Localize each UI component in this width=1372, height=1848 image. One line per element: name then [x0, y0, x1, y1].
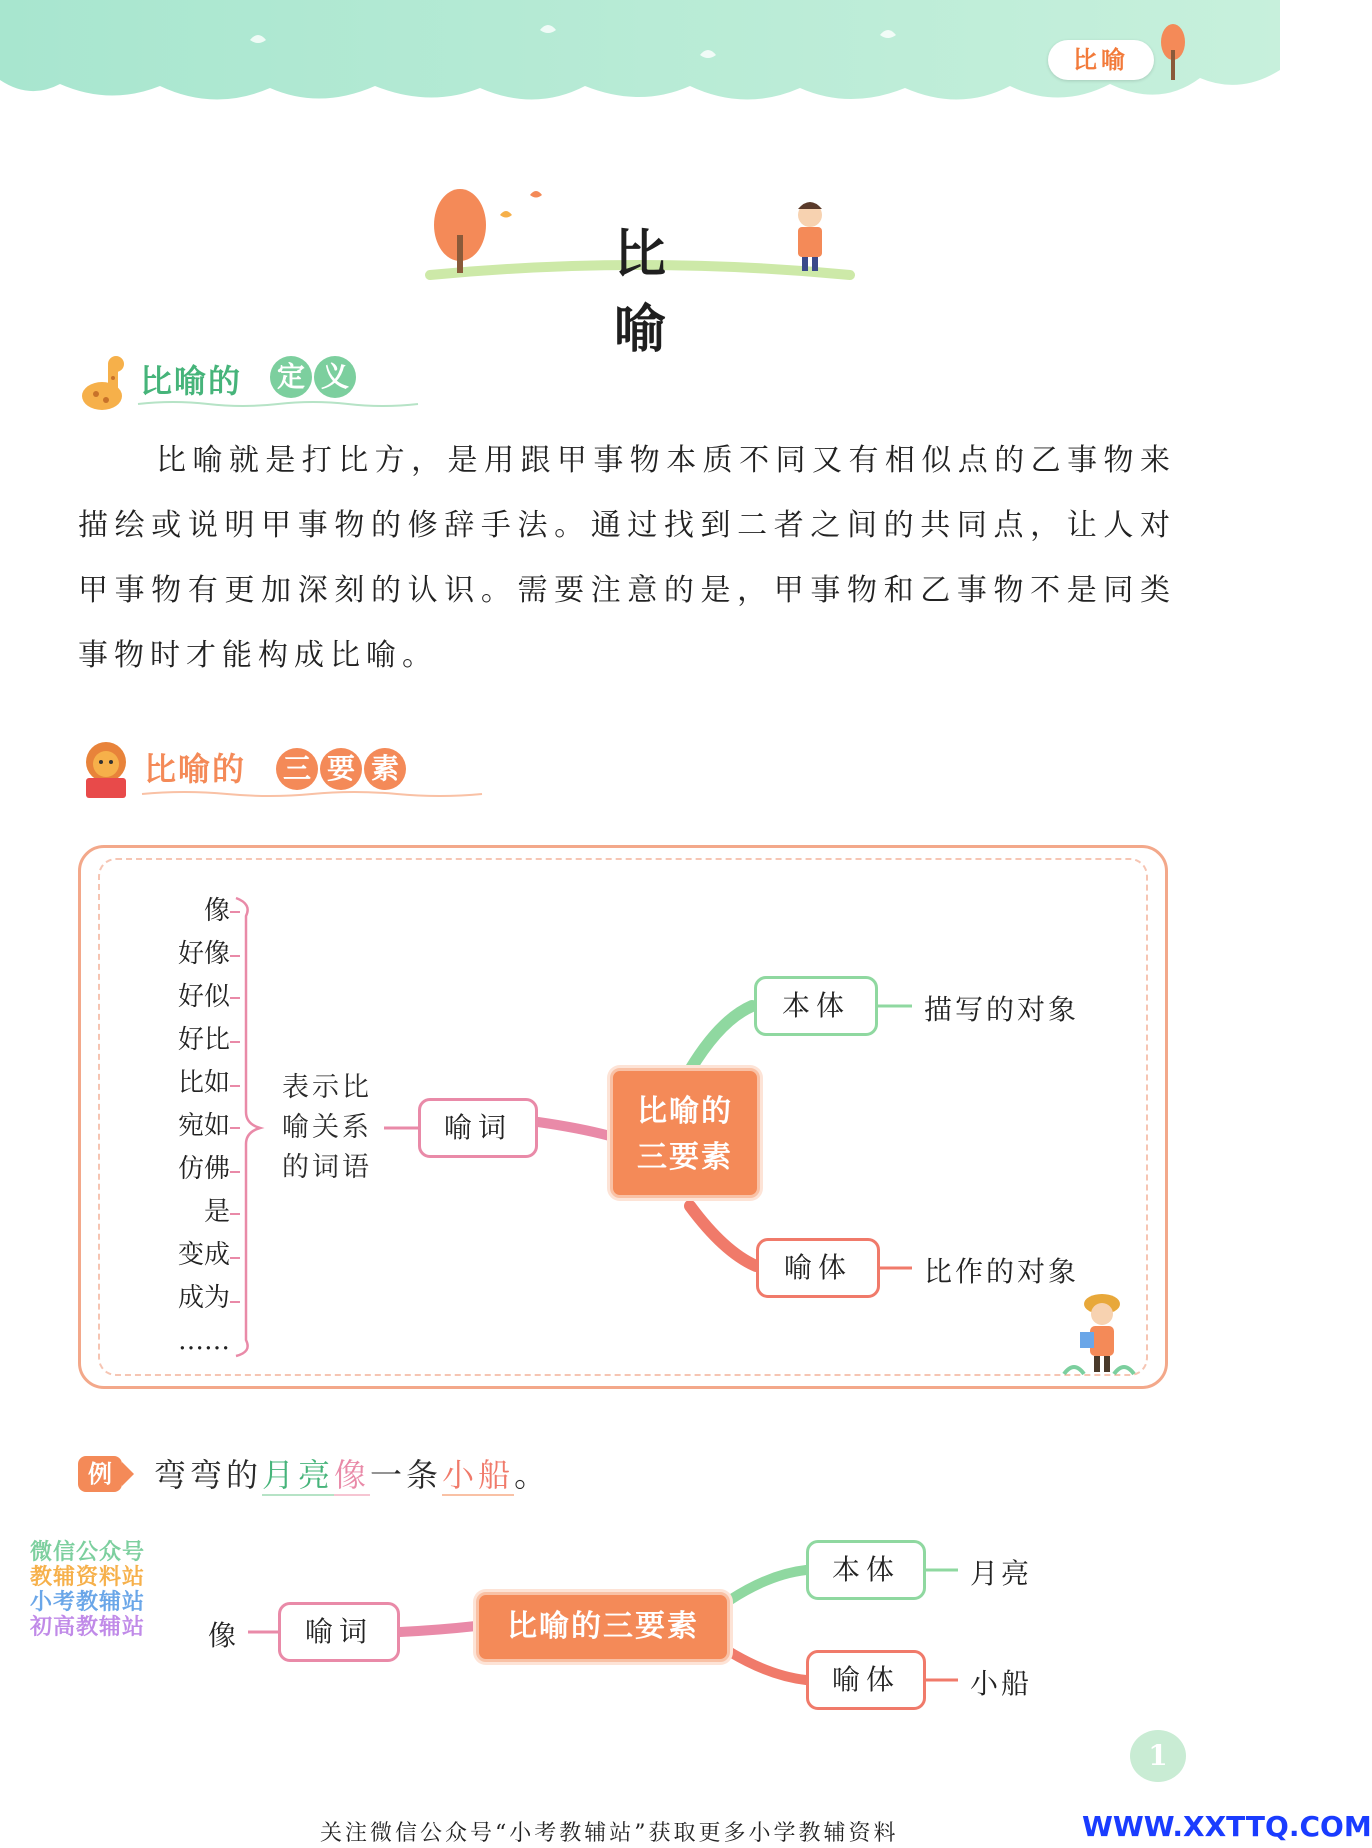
header-chapter-tag: 比喻: [1048, 40, 1154, 80]
word-item: 好像: [177, 939, 230, 969]
relation-line: 表示比: [282, 1072, 372, 1103]
example-label-tail: [122, 1462, 136, 1486]
center-line: 三要素: [637, 1140, 733, 1175]
example-node-yuci: 喻词: [278, 1602, 400, 1662]
example-node-center: 比喻的三要素: [476, 1592, 730, 1662]
watermark-text: [30, 1540, 160, 1640]
relation-line: 喻关系: [282, 1112, 372, 1143]
word-item: 好似: [177, 982, 230, 1012]
page-number: 1: [1130, 1730, 1186, 1782]
sentence-part: 一条: [370, 1456, 443, 1494]
word-item: 比如: [177, 1068, 230, 1098]
node-yuti: 喻体: [756, 1238, 880, 1298]
section-label: 比喻的: [144, 750, 247, 788]
example-benti-value: 月亮: [970, 1557, 1033, 1590]
girl-with-book-icon: [1058, 1290, 1144, 1380]
yuti-description: 比作的对象: [924, 1255, 1080, 1288]
circle-char: 义: [314, 356, 356, 398]
footer-note: 关注微信公众号“小考教辅站”获取更多小学教辅资料: [320, 1821, 899, 1846]
word-item: 是: [203, 1197, 230, 1227]
word-item: 像: [203, 896, 230, 926]
word-item: 仿佛: [177, 1154, 230, 1184]
word-item: 成为: [177, 1283, 230, 1313]
example-sentence: [154, 1450, 550, 1496]
circle-char: 要: [320, 748, 362, 790]
sentence-yuti: 小船: [442, 1456, 515, 1494]
node-benti: 本体: [754, 976, 878, 1036]
word-item: ……: [178, 1326, 230, 1356]
word-item: 变成: [177, 1240, 230, 1270]
definition-paragraph: 比喻就是打比方，是用跟甲事物本质不同又有相似点的乙事物来描绘或说明甲事物的修辞手法。通过找到二者之间的共同点，让人对甲事物有更加深刻的认识。需要注意的是，甲事物和乙事物不是同类事物时才能构成比喻。: [78, 443, 1176, 673]
example-node-yuti: 喻体: [806, 1650, 926, 1710]
node-center-three-elements: [610, 1068, 760, 1198]
circle-char: 定: [270, 356, 312, 398]
watermark-line: 小考教辅站: [30, 1590, 146, 1615]
watermark-line: 微信公众号: [30, 1540, 146, 1565]
example-label: 例: [78, 1456, 122, 1492]
circle-char: 三: [276, 748, 318, 790]
page-title: 比喻: [613, 224, 714, 360]
comparison-word-list: [150, 891, 230, 1364]
sentence-benti: 月亮: [262, 1456, 335, 1494]
sentence-part: 。: [514, 1456, 551, 1494]
footer-url[interactable]: WWW.XXTTQ.COM: [1082, 1810, 1372, 1843]
relation-description: [282, 1068, 392, 1188]
relation-line: 的词语: [282, 1152, 372, 1183]
node-yuci: 喻词: [418, 1098, 538, 1158]
watermark-line: 初高教辅站: [30, 1615, 146, 1640]
circle-char: 素: [364, 748, 406, 790]
word-item: 好比: [177, 1025, 230, 1055]
word-item: 宛如: [177, 1111, 230, 1141]
benti-description: 描写的对象: [924, 993, 1080, 1026]
example-node-benti: 本体: [806, 1540, 926, 1600]
example-word: 像: [208, 1619, 237, 1652]
section-label: 比喻的: [140, 362, 243, 400]
sentence-yuci: 像: [334, 1456, 371, 1494]
watermark-line: 教辅资料站: [30, 1565, 146, 1590]
example-yuti-value: 小船: [970, 1667, 1033, 1700]
sentence-part: 弯弯的: [154, 1456, 263, 1494]
center-line: 比喻的: [637, 1094, 733, 1129]
